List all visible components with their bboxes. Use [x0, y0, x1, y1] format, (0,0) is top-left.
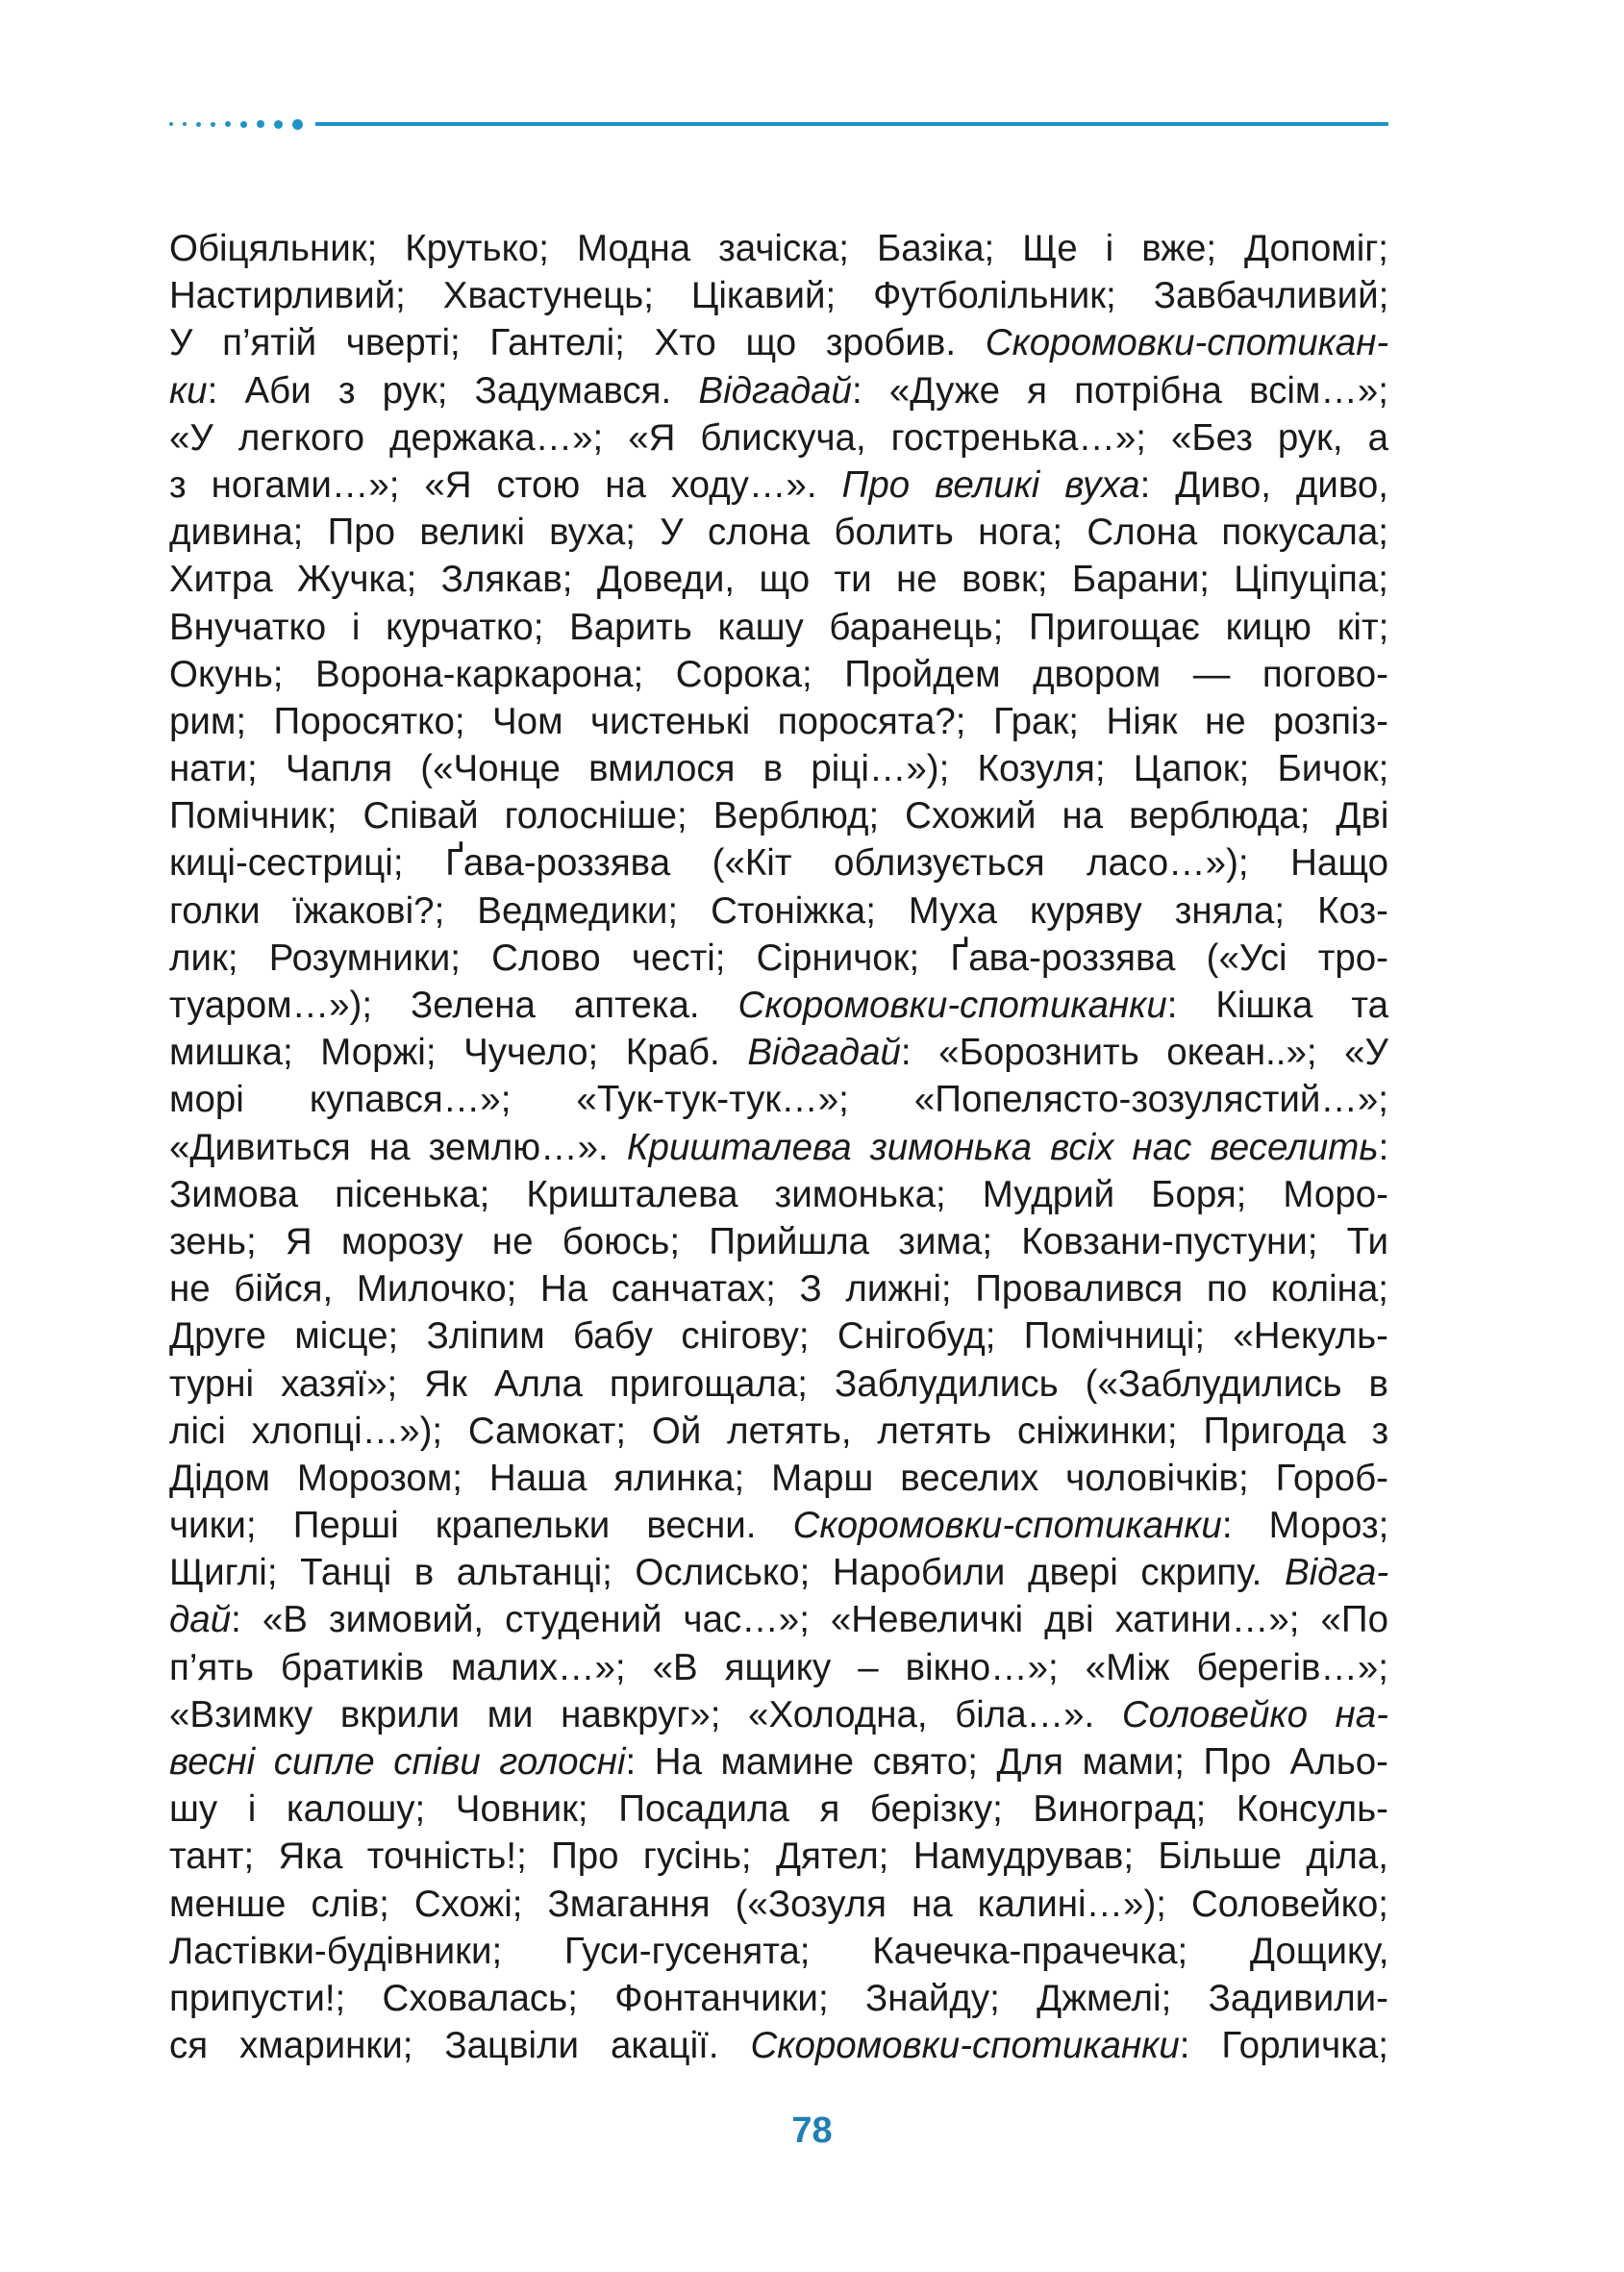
text-line	[169, 792, 1388, 839]
italic-text: Відгадай	[747, 1032, 901, 1074]
text-segment: Ластівки-будівники; Гуси-гусенята; Качечка-прачечка; Дощику,	[169, 1930, 1389, 1972]
text-line	[169, 272, 1388, 319]
text-segment: рим; Поросятко; Чом чистенькі поросята?; Грак; Ніяк не розпіз-	[169, 700, 1388, 742]
text-segment: дивина; Про великі вуха; У слона болить нога; Слона покусала;	[169, 512, 1388, 554]
text-segment: Друге місце; Зліпим бабу снігову; Снігобуд; Помічниці; «Некуль-	[169, 1315, 1388, 1358]
text-line	[169, 604, 1388, 651]
text-segment: мишка; Моржі; Чучело; Краб.	[169, 1032, 748, 1074]
text-segment: «Дивиться на землю…».	[169, 1126, 627, 1168]
header-dot	[211, 122, 215, 127]
italic-text: Відгадай	[698, 369, 852, 412]
text-line	[169, 1738, 1388, 1785]
text-line	[169, 367, 1388, 414]
text-segment: Зимова пісенька; Кришталева зимонька; Мудрий Боря; Моро-	[169, 1173, 1388, 1215]
text-segment: Дідом Морозом; Наша ялинка; Марш веселих чоловічків; Гороб-	[169, 1457, 1388, 1499]
text-line	[169, 651, 1388, 698]
text-segment: :	[1378, 1126, 1389, 1168]
text-segment: : «В зимовий, студений час…»; «Невеличкі дві хатини…»; «По	[231, 1599, 1388, 1641]
text-segment: Щиглі; Танці в альтанці; Ослисько; Наробили двері скрипу.	[169, 1552, 1285, 1594]
text-line	[169, 2022, 1388, 2069]
text-line	[169, 1029, 1388, 1076]
italic-text: Кришталева зимонька всіх нас веселить	[626, 1126, 1379, 1168]
text-line	[169, 319, 1388, 366]
text-segment: : Горличка;	[1179, 2025, 1388, 2067]
text-segment: зень; Я морозу не боюсь; Прийшла зима; Ковзани-пустуни; Ти	[169, 1220, 1388, 1262]
text-segment: менше слів; Схожі; Змагання («Зозуля на калині…»); Соловейко;	[169, 1883, 1388, 1925]
italic-text: Скоромовки-спотиканки	[750, 2025, 1180, 2067]
text-line	[169, 556, 1388, 603]
text-line	[169, 509, 1388, 556]
italic-text: весні сипле співи голосні	[169, 1741, 626, 1783]
text-segment: Внучатко і курчатко; Варить кашу баранець; Пригощає кицю кіт;	[169, 606, 1389, 648]
text-line	[169, 1596, 1388, 1643]
page-number: 78	[791, 2110, 833, 2151]
text-line	[169, 1881, 1388, 1928]
text-segment: Окунь; Ворона-каркарона; Сорока; Пройдем двором — погово-	[169, 653, 1388, 695]
text-segment: лик; Розумники; Слово честі; Сірничок; Ґава-роззява («Усі тро-	[169, 936, 1388, 979]
text-segment: туаром…»); Зелена аптека.	[169, 985, 738, 1026]
text-segment: голки їжакові?; Ведмедики; Стоніжка; Муха куряву зняла; Коз-	[169, 889, 1388, 932]
header-dot	[292, 119, 303, 130]
text-segment: шу і калошу; Човник; Посадила я берізку; Виноград; Консуль-	[169, 1788, 1388, 1831]
italic-text: Скоромовки-спотиканки	[792, 1505, 1222, 1547]
text-line	[169, 1265, 1388, 1312]
text-line	[169, 1312, 1388, 1360]
text-segment: припусти!; Сховалась; Фонтанчики; Знайду; Джмелі; Задивили-	[169, 1977, 1388, 2019]
text-line	[169, 414, 1388, 462]
text-line	[169, 462, 1388, 509]
text-segment: : На мамине свято; Для мами; Про Альо-	[625, 1741, 1388, 1783]
header-line	[315, 122, 1388, 126]
text-line	[169, 1455, 1388, 1502]
text-line	[169, 887, 1388, 935]
header-dot	[274, 120, 283, 129]
italic-text: ки	[169, 369, 208, 412]
text-segment: турні хазяї»; Як Алла пригощала; Заблудились («Заблудились в	[169, 1362, 1388, 1405]
text-line	[169, 1171, 1388, 1218]
text-line	[169, 1785, 1388, 1833]
text-segment: Хитра Жучка; Злякав; Доведи, що ти не вовк; Барани; Ціпуціпа;	[169, 559, 1388, 601]
header-dot	[169, 122, 173, 126]
italic-text: Скоромовки-спотиканки	[737, 985, 1167, 1026]
text-segment: «Взимку вкрили ми навкруг»; «Холодна, біла…».	[169, 1693, 1122, 1735]
text-line	[169, 839, 1388, 886]
text-segment: : «Борознить океан..»; «У	[900, 1032, 1388, 1074]
text-line	[169, 1361, 1388, 1408]
text-segment: морі купався…»; «Тук-тук-тук…»; «Попелясто-зозулястий…»;	[169, 1079, 1388, 1121]
text-segment: не бійся, Милочко; На санчатах; З лижні; Провалився по коліна;	[169, 1268, 1388, 1311]
text-segment: з ногами…»; «Я стою на ходу…».	[169, 463, 842, 506]
text-line	[169, 1218, 1388, 1265]
text-line	[169, 1975, 1388, 2022]
text-line	[169, 1408, 1388, 1455]
italic-text: Відга-	[1284, 1552, 1389, 1594]
text-line	[169, 1928, 1388, 1975]
text-line	[169, 1549, 1388, 1596]
text-segment: : Мороз;	[1221, 1505, 1389, 1547]
body-text	[169, 225, 1388, 2069]
text-segment: Обіцяльник; Крутько; Модна зачіска; Базіка; Ще і вже; Допоміг;	[169, 228, 1388, 269]
text-line	[169, 1644, 1388, 1691]
text-line	[169, 1124, 1388, 1171]
italic-text: Соловейко на-	[1121, 1693, 1388, 1735]
italic-text: дай	[169, 1599, 232, 1641]
text-segment: Настирливий; Хвастунець; Цікавий; Футболільник; Завбачливий;	[169, 275, 1389, 317]
text-line	[169, 1833, 1388, 1880]
text-segment: «У легкого держака…»; «Я блискуча, гостренька…»; «Без рук, а	[169, 416, 1388, 459]
text-segment: : Аби з рук; Задумався.	[207, 369, 699, 412]
text-segment: нати; Чапля («Чонце вмилося в ріці…»); Козуля; Цапок; Бичок;	[169, 748, 1389, 790]
text-line	[169, 935, 1388, 982]
header-rule	[169, 113, 1388, 133]
header-dot	[196, 122, 201, 127]
italic-text: Про великі вуха	[841, 463, 1140, 506]
text-segment: чики; Перші крапельки весни.	[169, 1505, 793, 1547]
text-segment: тант; Яка точність!; Про гусінь; Дятел; Намудрував; Більше діла,	[169, 1835, 1388, 1878]
text-segment: Помічник; Співай голосніше; Верблюд; Схожий на верблюда; Дві	[169, 795, 1389, 837]
text-line	[169, 225, 1388, 272]
text-segment: ся хмаринки; Зацвіли акації.	[169, 2025, 751, 2067]
text-segment: : «Дуже я потрібна всім…»;	[851, 369, 1388, 412]
text-line	[169, 745, 1388, 792]
text-segment: киці-сестриці; Ґава-роззява («Кіт облизується ласо…»); Нащо	[169, 842, 1388, 885]
text-line	[169, 1691, 1388, 1738]
text-line	[169, 1076, 1388, 1123]
header-dot	[257, 120, 264, 128]
text-segment: : Диво, диво,	[1139, 463, 1388, 506]
text-segment: п’ять братиків малих…»; «В ящику – вікно…»; «Між берегів…»;	[169, 1646, 1388, 1688]
header-dot	[183, 122, 187, 126]
italic-text: Скоромовки-спотикан-	[985, 322, 1389, 364]
text-segment: лісі хлопці…»); Самокат; Ой летять, летять сніжинки; Пригода з	[169, 1410, 1389, 1452]
text-line	[169, 1502, 1388, 1549]
text-segment: У п’ятій чверті; Гантелі; Хто що зробив.	[169, 322, 986, 364]
header-dot	[240, 121, 247, 128]
text-line	[169, 982, 1388, 1029]
text-segment: : Кішка та	[1166, 985, 1388, 1026]
text-line	[169, 698, 1388, 745]
header-dot	[225, 121, 231, 127]
